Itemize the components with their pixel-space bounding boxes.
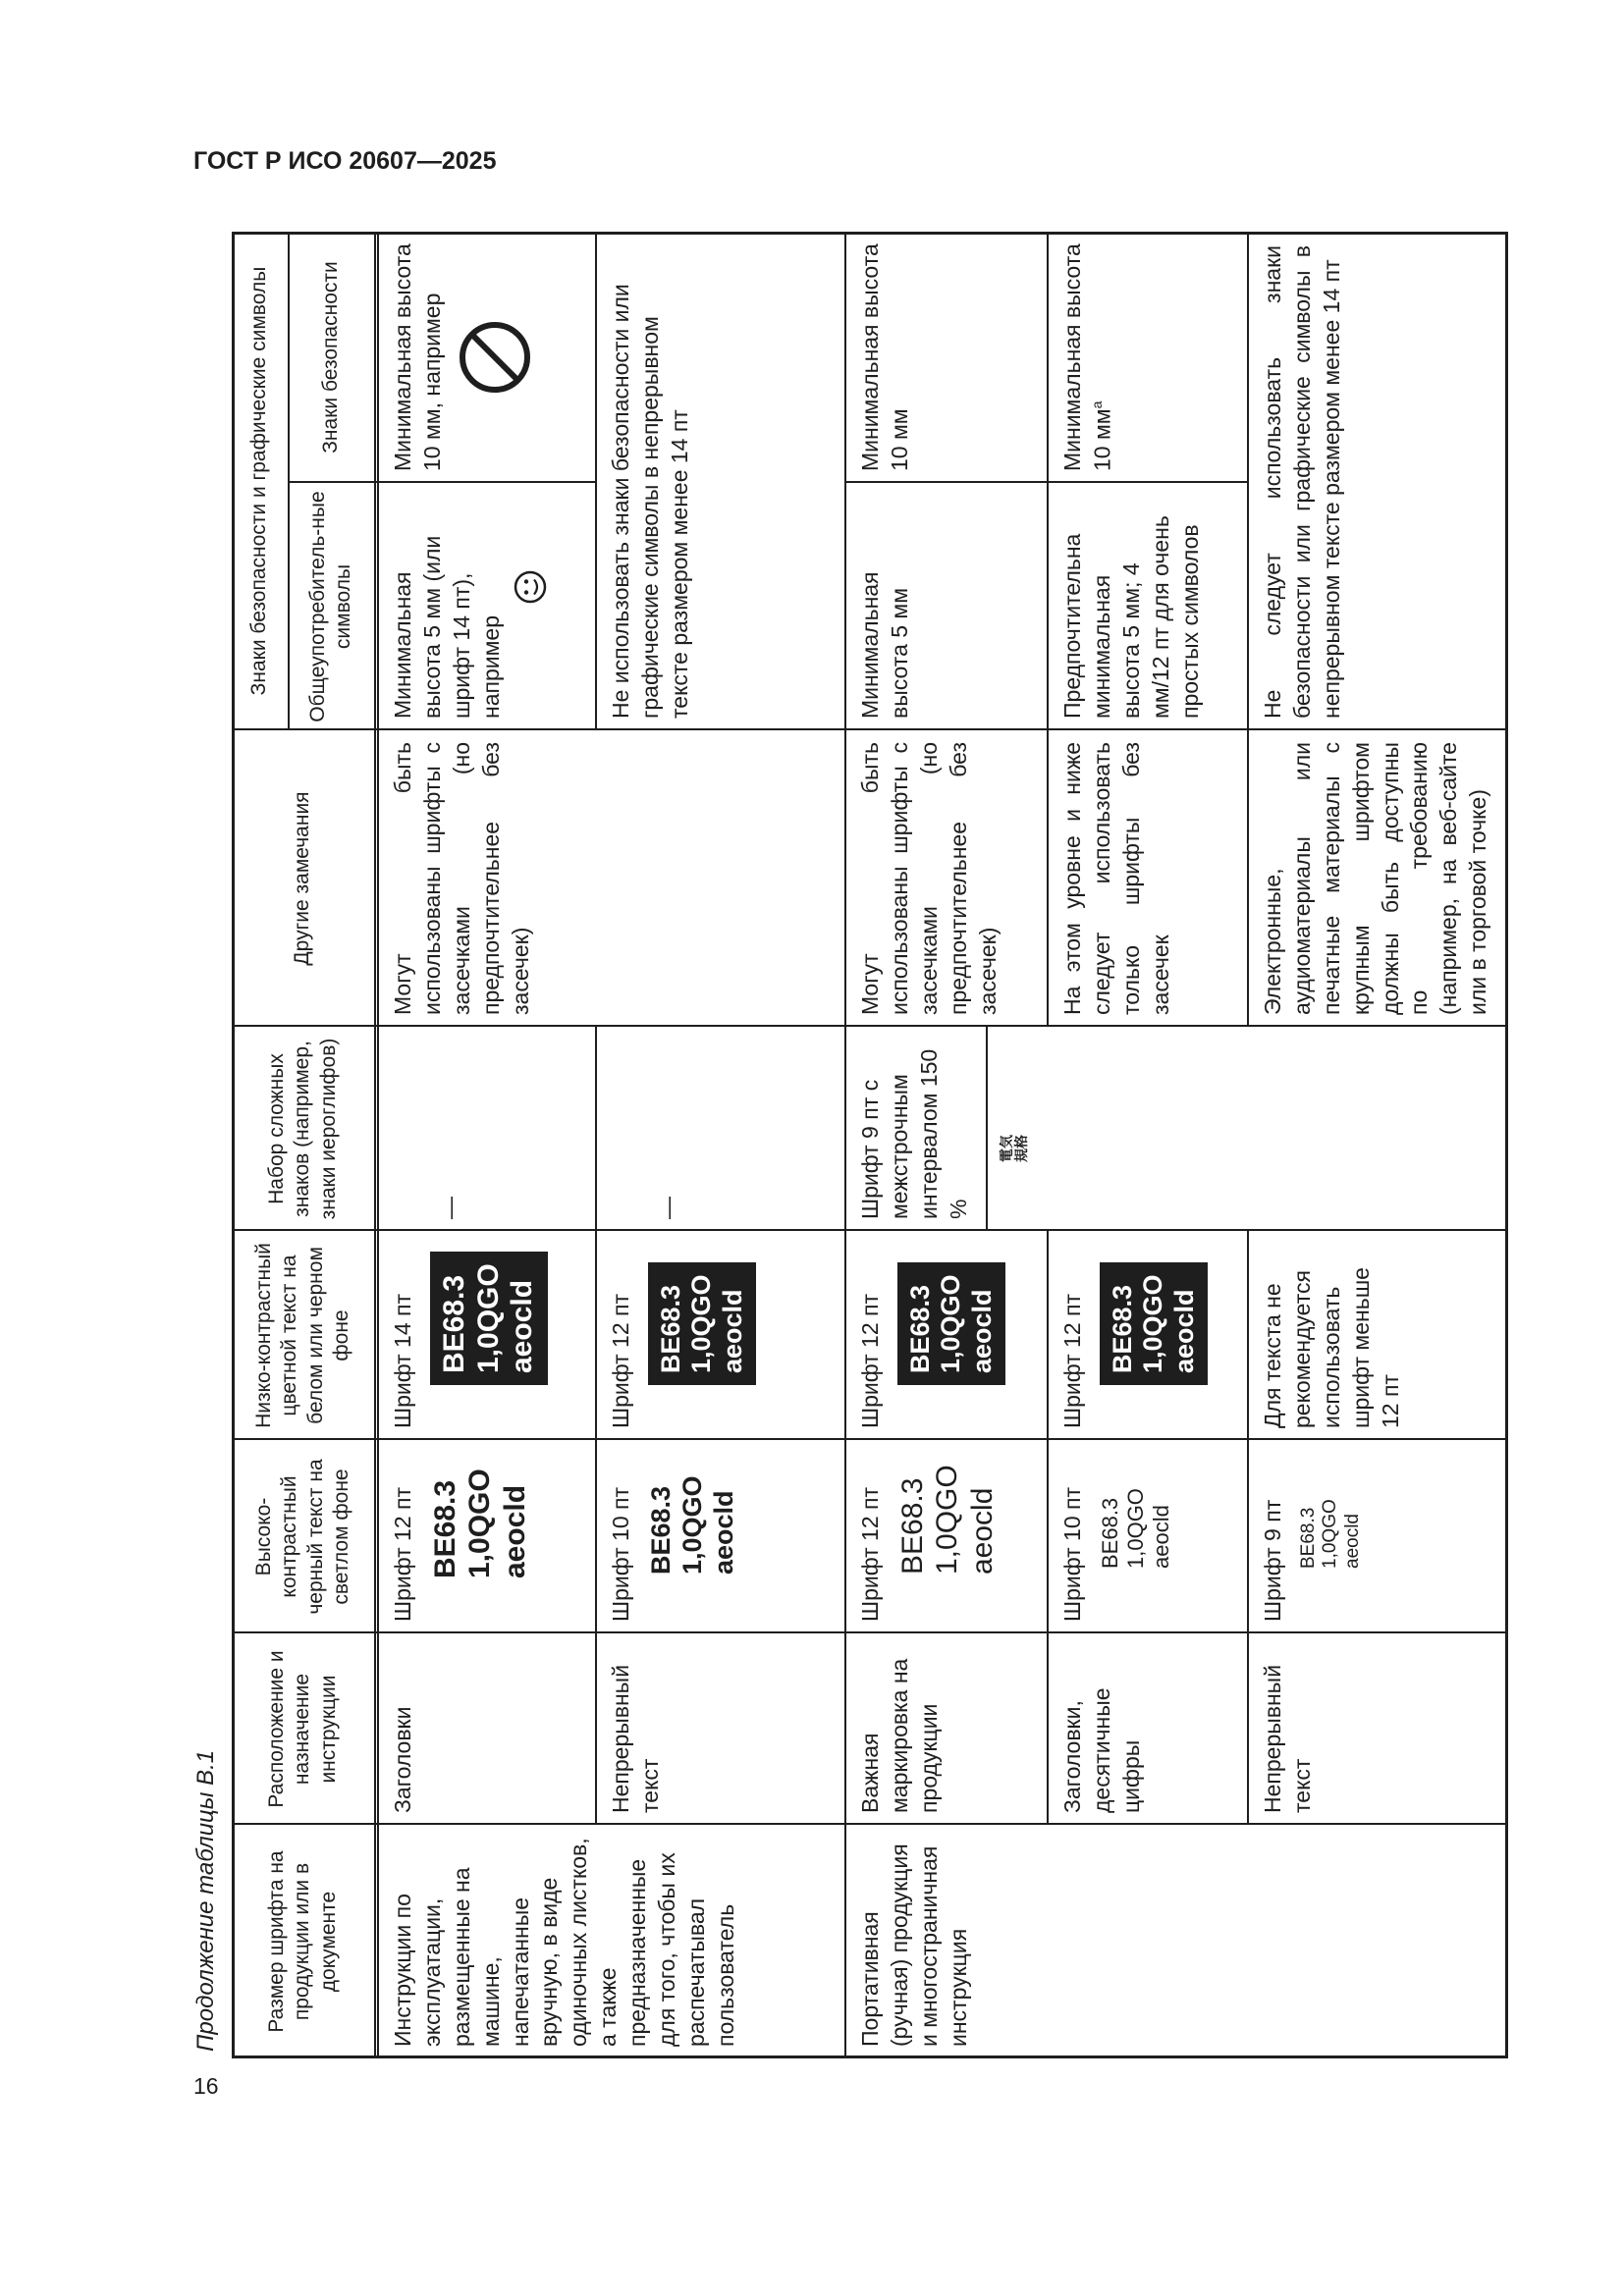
- g1-row2-placement: Непрерывный текст: [608, 1664, 663, 1813]
- page-number: 16: [193, 2073, 219, 2099]
- sample-line-1: BE68.3: [1107, 1284, 1137, 1373]
- g1-row1-safety-signs: [377, 232, 595, 483]
- sample-line-1: BE68.3: [655, 1284, 685, 1373]
- grid-line: [232, 1631, 1508, 1633]
- sample-line-2: 1,0QGO: [471, 1263, 505, 1373]
- g2-row2-low-contrast-font: Шрифт 12 пт: [1059, 1293, 1085, 1428]
- sample-line-3: aeocld: [965, 1487, 999, 1575]
- cjk-line-2: 規格: [1013, 1135, 1030, 1162]
- g2-row2-high-contrast-font: Шрифт 10 пт: [1059, 1486, 1085, 1622]
- g2-row1-high-contrast-font: Шрифт 12 пт: [857, 1486, 883, 1622]
- group2-size: Портативная (ручная) продукция и многостраничная инструкция: [857, 1843, 971, 2047]
- footnote-marker: a: [1088, 400, 1105, 409]
- grid-line: [1247, 1231, 1249, 1825]
- table-border-right: [232, 232, 1508, 235]
- g1-row2-low-contrast-font: Шрифт 12 пт: [608, 1293, 633, 1428]
- text-sample: [646, 1452, 740, 1575]
- g2-row3-remarks: Электронные, аудиоматериалы или печатные материалы с крупным шрифтом должны быть доступны по требованию (например, на веб-сайте или в торговой точке): [1260, 742, 1491, 1015]
- g1-row1-high-contrast: [377, 1440, 595, 1633]
- header-safety-signs: Знаки безопасности: [318, 261, 342, 454]
- g2-row3-high-contrast-font: Шрифт 9 пт: [1260, 1499, 1285, 1622]
- sample-line-1: BE68.3: [904, 1284, 935, 1373]
- document-header: ГОСТ Р ИСО 20607—2025: [193, 147, 497, 175]
- grid-line: [986, 1027, 988, 1231]
- cjk-line-1: 電気: [999, 1135, 1014, 1162]
- dark-text-sample: [430, 1252, 548, 1385]
- g1-row1-placement: Заголовки: [390, 1706, 415, 1813]
- sample-line-3: aeocld: [1341, 1514, 1363, 1569]
- grid-line: [844, 232, 846, 2058]
- sample-line-1: BE68.3: [437, 1274, 470, 1373]
- g2-row2-public-symbols: Предпочтительна минимальная высота 5 мм; 4 мм/12 пт для очень простых символов: [1059, 515, 1203, 719]
- g2-row1-remarks: Могут быть использованы шрифты с засечками (но предпочтительнее без засечек): [857, 742, 1001, 1015]
- sample-line-1: BE68.3: [1097, 1497, 1122, 1569]
- header-signs-group: Знаки безопасности и графические символы: [247, 266, 271, 696]
- g2-row1-high-contrast: [844, 1440, 1047, 1633]
- g2-row3-low-contrast: Для текста не рекомендуется использовать шрифт меньше 12 пт: [1260, 1267, 1403, 1428]
- header-rule-double: [377, 232, 379, 2058]
- rotated-table: [232, 232, 1508, 2058]
- sample-line-3: aeocld: [966, 1289, 997, 1373]
- sample-line-3: aeocld: [1148, 1505, 1173, 1569]
- grid-line: [288, 481, 595, 483]
- g1-row1-complex: —: [437, 1197, 462, 1219]
- smiley-icon: [513, 495, 556, 679]
- g2-row2-remarks: На этом уровне и ниже следует использовать только шрифты без засечек: [1059, 742, 1173, 1015]
- table-caption: Продолжение таблицы В.1: [192, 1749, 219, 2052]
- g1-row1-safety-signs-text: Минимальная высота 10 мм, например: [390, 243, 445, 471]
- group1-size: Инструкции по эксплуатации, размещенные на машине, напечатанные вручную, в виде одиночных листков, а также предназначенные для того, чтобы их распечатывал пользователь: [390, 1838, 738, 2047]
- dark-text-sample: [648, 1262, 756, 1385]
- grid-line: [232, 1025, 1508, 1027]
- g2-row2-high-contrast: [1047, 1440, 1247, 1633]
- sample-line-2: 1,0QGO: [1138, 1274, 1168, 1373]
- sample-line-3: aeocld: [708, 1490, 738, 1575]
- text-sample: [428, 1452, 532, 1578]
- g1-row2-high-contrast: [595, 1440, 844, 1633]
- sample-line-3: aeocld: [498, 1484, 531, 1578]
- g1-row1-low-contrast: [377, 1231, 595, 1440]
- dark-text-sample: [1100, 1262, 1208, 1385]
- sample-line-2: 1,0QGO: [1320, 1499, 1341, 1569]
- g2-row3-placement: Непрерывный текст: [1260, 1664, 1315, 1813]
- sample-line-2: 1,0QGO: [686, 1274, 717, 1373]
- g1-row2-complex: —: [655, 1197, 680, 1219]
- sample-line-3: aeocld: [1168, 1289, 1199, 1373]
- header-rule: [374, 232, 376, 2058]
- header-high-contrast: Высоко-контрастный черный текст на светлом фоне: [252, 1459, 352, 1615]
- grid-line: [1247, 1823, 1508, 1825]
- grid-line: [1047, 232, 1049, 1027]
- sample-line-3: aeocld: [506, 1279, 539, 1373]
- grid-line: [1047, 1231, 1049, 1825]
- text-sample: [1098, 1452, 1174, 1569]
- g2-row2-low-contrast: [1047, 1231, 1247, 1440]
- sample-line-2: 1,0QGO: [677, 1475, 707, 1575]
- g1-row1-high-contrast-font: Шрифт 12 пт: [390, 1486, 415, 1622]
- g1-remarks: Могут быть использованы шрифты с засечками (но предпочтительнее без засечек): [390, 742, 533, 1015]
- g2-row1-public-symbols: Минимальная высота 5 мм: [857, 571, 912, 719]
- g2-row3-high-contrast: [1247, 1440, 1508, 1633]
- sample-line-1: BE68.3: [1297, 1507, 1319, 1569]
- g2-complex-empty: [1047, 1027, 1508, 1231]
- text-sample: [1298, 1452, 1364, 1569]
- g1-row1-public-symbols-text: Минимальная высота 5 мм (или шрифт 14 пт), например: [390, 535, 504, 719]
- text-sample: [895, 1452, 1000, 1575]
- table-border-top: [232, 232, 235, 2058]
- header-size: Размер шрифта на продукции или в документе: [265, 1850, 340, 2033]
- sample-line-1: BE68.3: [895, 1477, 929, 1575]
- grid-line: [232, 1229, 1508, 1231]
- g2-row1-safety-signs: Минимальная высота 10 мм: [857, 243, 912, 471]
- dark-text-sample: [897, 1262, 1005, 1385]
- g1-row2-high-contrast-font: Шрифт 10 пт: [608, 1486, 633, 1622]
- g1-row2-signs: Не использовать знаки безопасности или графические символы в непрерывном тексте размером менее 14 пт: [608, 284, 692, 719]
- g2-row1-complex: Шрифт 9 пт с межстрочным интервалом 150 %: [857, 1048, 971, 1219]
- sample-line-2: 1,0QGO: [1122, 1488, 1148, 1569]
- sample-line-2: 1,0QGO: [931, 1465, 964, 1575]
- sample-line-2: 1,0QGO: [463, 1468, 497, 1578]
- header-complex: Набор сложных знаков (например, знаки иероглифов): [265, 1038, 340, 1220]
- g2-row1-placement: Важная маркировка на продукции: [857, 1658, 942, 1813]
- prohibition-sign-icon: [458, 243, 540, 471]
- g1-row1-low-contrast-font: Шрифт 14 пт: [390, 1293, 415, 1428]
- sample-line-1: BE68.3: [645, 1485, 676, 1575]
- sample-line-3: aeocld: [717, 1289, 747, 1373]
- g2-row2-safety-signs-text: Минимальная высота 10 мм: [1059, 243, 1115, 471]
- grid-line: [595, 1027, 597, 1825]
- header-placement: Расположение и назначение инструкции: [265, 1650, 340, 1808]
- header-low-contrast: Низко-контрастный цветной текст на белом или черном фоне: [252, 1243, 352, 1428]
- header-public-symbols: Общеупотребитель-ные символы: [305, 491, 354, 722]
- grid-line: [232, 1438, 1508, 1440]
- grid-line: [844, 481, 1247, 483]
- grid-line: [595, 232, 597, 730]
- g1-row1-public-symbols: [377, 483, 595, 730]
- sample-line-1: BE68.3: [428, 1479, 461, 1578]
- g1-row2-low-contrast: [595, 1231, 844, 1440]
- g2-row1-low-contrast-font: Шрифт 12 пт: [857, 1293, 883, 1428]
- header-remarks: Другие замечания: [291, 791, 314, 966]
- prohibition-sign-graphic: [458, 320, 532, 395]
- table-border-bottom: [1505, 232, 1508, 2058]
- smiley-icon-graphic: [513, 569, 548, 605]
- table-border-left: [232, 2056, 1508, 2058]
- cjk-sample: [986, 1027, 1047, 1231]
- grid-line: [232, 728, 1508, 730]
- g2-row2-safety-signs: [1047, 232, 1247, 483]
- g2-row2-placement: Заголовки, десятичные цифры: [1059, 1687, 1144, 1813]
- g2-row3-signs: Не следует использовать знаки безопасности или графические символы в непрерывном тексте размером менее 14 пт: [1260, 245, 1344, 719]
- grid-line: [1247, 232, 1249, 1027]
- g2-row1-low-contrast: [844, 1231, 1047, 1440]
- sample-line-2: 1,0QGO: [936, 1274, 966, 1373]
